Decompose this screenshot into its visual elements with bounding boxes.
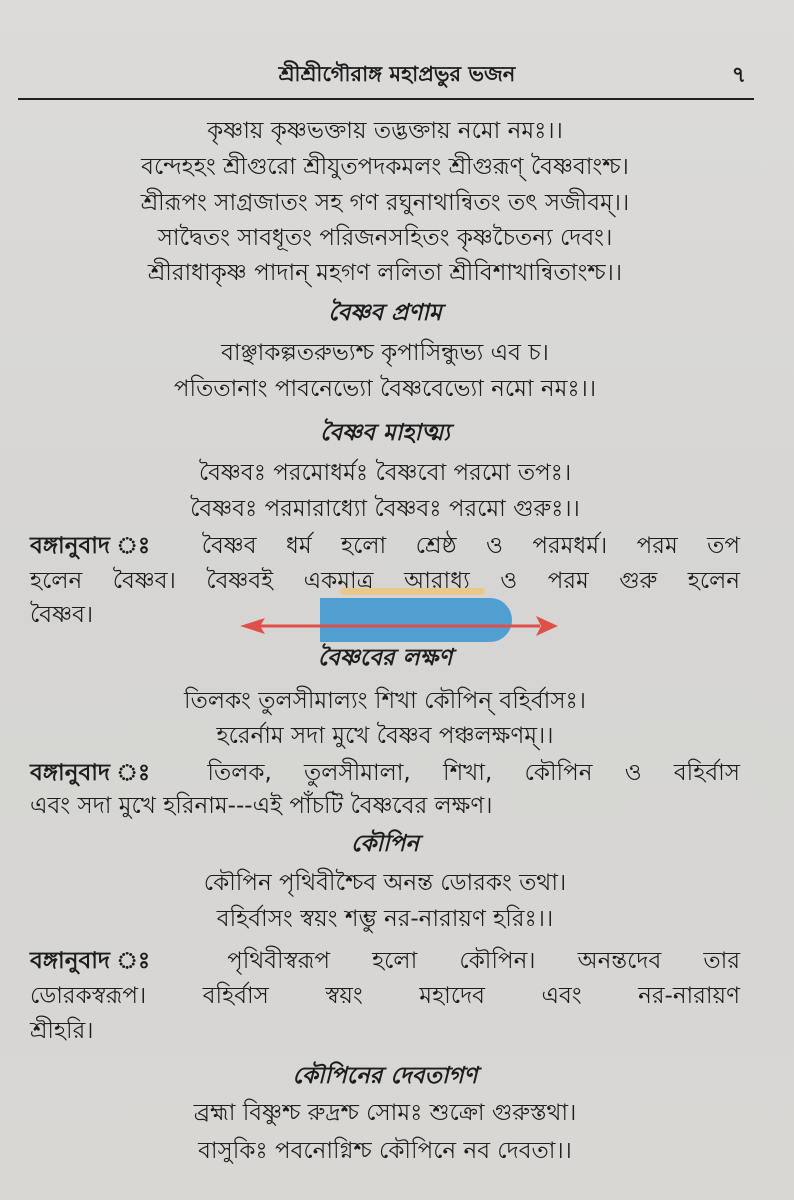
verse-line: সাদ্বৈতং সাবধূতং পরিজনসহিতং কৃষ্ণচৈতন্য দেবং।	[157, 225, 613, 251]
translation-line	[30, 531, 740, 561]
page-number: ৭	[731, 63, 746, 88]
verse-line: বহির্বাসং স্বয়ং শম্ভু নর-নারায়ণ হরিঃ।।	[216, 906, 554, 932]
verse-line: পতিতানাং পাবনেভ্যো বৈষ্ণবেভ্যো নমো নমঃ।।	[173, 376, 597, 402]
translation-text: পৃথিবীস্বরূপ হলো কৌপিন। অনন্তদেব তার	[227, 948, 740, 974]
running-header-title: শ্রীশ্রীগৌরাঙ্গ মহাপ্রভুর ভজন	[278, 62, 516, 86]
translation-line: শ্রীহরি।	[30, 1018, 94, 1044]
translation-label: বঙ্গানুবাদ ঃ	[30, 760, 176, 786]
section-heading: কৌপিনের দেবতাগণ	[292, 1063, 478, 1089]
translation-label: বঙ্গানুবাদ ঃ	[30, 948, 185, 974]
verse-line: বৈষ্ণবঃ পরমোধর্মঃ বৈষ্ণবো পরমো তপঃ।	[198, 460, 572, 486]
header-rule	[18, 98, 754, 100]
translation-line	[30, 758, 740, 788]
section-heading: বৈষ্ণব মাহাত্ম্য	[320, 420, 450, 446]
translation-line: হলেন বৈষ্ণব। বৈষ্ণবই একমাত্র আরাধ্য ও পরম গুরু হলেন	[30, 568, 740, 594]
translation-text: বৈষ্ণব ধর্ম হলো শ্রেষ্ঠ ও পরমধর্ম। পরম তপ	[201, 533, 740, 559]
section-heading: বৈষ্ণব প্রণাম	[328, 300, 442, 326]
verse-line: ব্রহ্মা বিষ্ণুশ্চ রুদ্রশ্চ সোমঃ শুক্রো গুরুস্তথা।	[193, 1100, 577, 1126]
verse-line: বাঞ্ছাকল্পতরুভ্যশ্চ কৃপাসিন্ধুভ্য এব চ।	[221, 340, 549, 366]
verse-line: শ্রীরূপং সাগ্রজাতং সহ গণ রঘুনাথান্বিতং তৎ সজীবম্।।	[140, 190, 630, 216]
verse-line: কৌপিন পৃথিবীশ্চৈব অনন্ত ডোরকং তথা।	[203, 870, 567, 896]
translation-line: ডোরকস্বরূপ। বহির্বাস স্বয়ং মহাদেব এবং নর-নারায়ণ	[30, 983, 740, 1009]
verse-line: শ্রীরাধাকৃষ্ণ পাদান্ মহগণ ললিতা শ্রীবিশাখান্বিতাংশ্চ।।	[147, 260, 623, 286]
translation-text: তিলক, তুলসীমালা, শিখা, কৌপিন ও বহির্বাস	[207, 760, 741, 786]
translation-line	[30, 946, 740, 976]
translation-line: বৈষ্ণব।	[30, 602, 94, 628]
verse-line: হরের্নাম সদা মুখে বৈষ্ণব পঞ্চলক্ষণম্।।	[216, 723, 554, 749]
verse-line: বন্দেহহং শ্রীগুরো শ্রীযুতপদকমলং শ্রীগুরূণ্ বৈষ্ণবাংশ্চ।	[141, 154, 629, 180]
verse-line: তিলকং তুলসীমাল্যং শিখা কৌপিন্ বহির্বাসঃ।	[183, 688, 587, 714]
translation-label: বঙ্গানুবাদ ঃ	[30, 533, 173, 559]
section-heading: কৌপিন	[351, 831, 419, 857]
section-heading: বৈষ্ণবের লক্ষণ	[317, 645, 453, 671]
translation-line: এবং সদা মুখে হরিনাম---এই পাঁচটি বৈষ্ণবের লক্ষণ।	[30, 793, 493, 819]
verse-line: বৈষ্ণবঃ পরমারাধ্যো বৈষ্ণবঃ পরমো গুরুঃ।।	[190, 496, 580, 522]
verse-line: বাসুকিঃ পবনোগ্নিশ্চ কৌপিনে নব দেবতা।।	[198, 1138, 572, 1164]
verse-line: কৃষ্ণায় কৃষ্ণভক্তায় তদ্ভক্তায় নমো নমঃ।।	[207, 118, 563, 144]
